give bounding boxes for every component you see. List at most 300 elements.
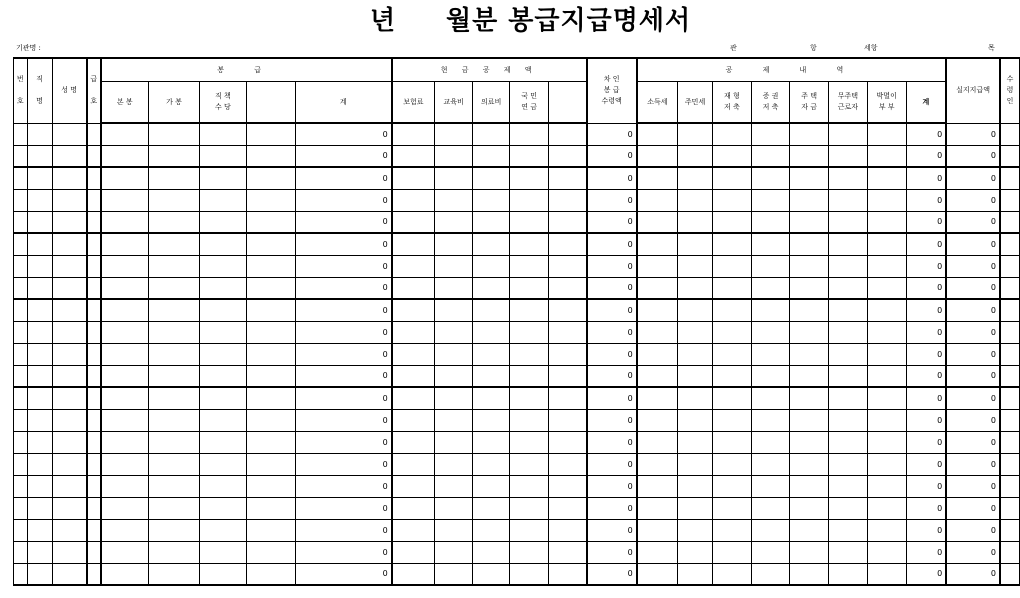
table-cell[interactable]	[199, 277, 246, 299]
table-cell[interactable]	[101, 233, 149, 255]
table-cell[interactable]	[510, 321, 549, 343]
table-cell[interactable]	[867, 409, 906, 431]
table-cell[interactable]	[149, 563, 200, 585]
table-cell[interactable]	[828, 475, 867, 497]
table-cell[interactable]	[510, 409, 549, 431]
table-cell[interactable]	[510, 343, 549, 365]
table-cell[interactable]	[510, 189, 549, 211]
table-cell[interactable]	[14, 475, 28, 497]
table-cell[interactable]	[14, 387, 28, 409]
table-cell[interactable]	[790, 541, 829, 563]
table-cell[interactable]	[27, 343, 52, 365]
table-cell[interactable]	[751, 475, 790, 497]
table-cell[interactable]	[473, 563, 510, 585]
table-cell[interactable]	[713, 431, 752, 453]
table-cell[interactable]	[246, 365, 295, 387]
table-cell[interactable]	[790, 475, 829, 497]
cell-gye2[interactable]: 0	[906, 343, 946, 365]
table-cell[interactable]	[199, 497, 246, 519]
table-cell[interactable]	[790, 145, 829, 167]
table-cell[interactable]	[246, 167, 295, 189]
cell-gye[interactable]: 0	[295, 453, 391, 475]
table-cell[interactable]	[828, 211, 867, 233]
table-cell[interactable]	[678, 299, 713, 321]
table-cell[interactable]	[87, 233, 101, 255]
table-cell[interactable]	[678, 343, 713, 365]
table-cell[interactable]	[473, 453, 510, 475]
table-cell[interactable]	[87, 211, 101, 233]
table-cell[interactable]	[149, 211, 200, 233]
table-cell[interactable]	[867, 475, 906, 497]
table-cell[interactable]	[473, 123, 510, 145]
table-cell[interactable]	[1000, 189, 1020, 211]
table-cell[interactable]	[828, 563, 867, 585]
table-cell[interactable]	[87, 475, 101, 497]
cell-silji[interactable]: 0	[946, 299, 1000, 321]
table-cell[interactable]	[549, 277, 587, 299]
table-cell[interactable]	[828, 519, 867, 541]
table-cell[interactable]	[435, 409, 473, 431]
cell-gye2[interactable]: 0	[906, 519, 946, 541]
table-cell[interactable]	[751, 123, 790, 145]
table-cell[interactable]	[101, 563, 149, 585]
cell-gye2[interactable]: 0	[906, 211, 946, 233]
table-cell[interactable]	[435, 145, 473, 167]
table-cell[interactable]	[637, 123, 678, 145]
table-cell[interactable]	[1000, 475, 1020, 497]
table-cell[interactable]	[27, 475, 52, 497]
table-cell[interactable]	[751, 497, 790, 519]
table-cell[interactable]	[435, 343, 473, 365]
table-cell[interactable]	[713, 409, 752, 431]
cell-gye[interactable]: 0	[295, 431, 391, 453]
table-cell[interactable]	[713, 321, 752, 343]
table-cell[interactable]	[101, 365, 149, 387]
table-cell[interactable]	[52, 519, 87, 541]
table-cell[interactable]	[510, 365, 549, 387]
table-cell[interactable]	[246, 189, 295, 211]
cell-gye[interactable]: 0	[295, 189, 391, 211]
table-cell[interactable]	[678, 541, 713, 563]
table-cell[interactable]	[435, 387, 473, 409]
table-cell[interactable]	[473, 277, 510, 299]
table-cell[interactable]	[713, 167, 752, 189]
table-cell[interactable]	[790, 365, 829, 387]
table-cell[interactable]	[52, 431, 87, 453]
table-cell[interactable]	[678, 431, 713, 453]
cell-chain[interactable]: 0	[587, 541, 637, 563]
table-cell[interactable]	[678, 233, 713, 255]
cell-chain[interactable]: 0	[587, 277, 637, 299]
table-cell[interactable]	[52, 563, 87, 585]
table-cell[interactable]	[637, 475, 678, 497]
table-cell[interactable]	[149, 387, 200, 409]
table-cell[interactable]	[392, 387, 435, 409]
table-cell[interactable]	[678, 519, 713, 541]
table-cell[interactable]	[867, 123, 906, 145]
cell-gye[interactable]: 0	[295, 497, 391, 519]
table-cell[interactable]	[473, 431, 510, 453]
table-cell[interactable]	[549, 145, 587, 167]
table-cell[interactable]	[867, 497, 906, 519]
table-cell[interactable]	[199, 475, 246, 497]
table-cell[interactable]	[392, 145, 435, 167]
table-cell[interactable]	[637, 365, 678, 387]
table-cell[interactable]	[52, 409, 87, 431]
table-cell[interactable]	[473, 409, 510, 431]
table-cell[interactable]	[27, 145, 52, 167]
table-cell[interactable]	[751, 453, 790, 475]
table-cell[interactable]	[473, 145, 510, 167]
table-cell[interactable]	[27, 497, 52, 519]
table-cell[interactable]	[14, 365, 28, 387]
table-cell[interactable]	[435, 519, 473, 541]
table-cell[interactable]	[27, 255, 52, 277]
cell-silji[interactable]: 0	[946, 497, 1000, 519]
table-cell[interactable]	[149, 497, 200, 519]
table-cell[interactable]	[867, 541, 906, 563]
table-cell[interactable]	[149, 453, 200, 475]
table-cell[interactable]	[392, 431, 435, 453]
table-cell[interactable]	[392, 365, 435, 387]
table-cell[interactable]	[87, 563, 101, 585]
table-cell[interactable]	[473, 167, 510, 189]
table-cell[interactable]	[199, 387, 246, 409]
table-cell[interactable]	[549, 123, 587, 145]
table-cell[interactable]	[510, 431, 549, 453]
cell-gye2[interactable]: 0	[906, 167, 946, 189]
table-cell[interactable]	[52, 453, 87, 475]
table-cell[interactable]	[790, 321, 829, 343]
table-cell[interactable]	[637, 233, 678, 255]
cell-chain[interactable]: 0	[587, 255, 637, 277]
table-cell[interactable]	[101, 145, 149, 167]
table-cell[interactable]	[549, 189, 587, 211]
table-cell[interactable]	[828, 387, 867, 409]
table-cell[interactable]	[1000, 453, 1020, 475]
table-cell[interactable]	[790, 563, 829, 585]
table-cell[interactable]	[87, 365, 101, 387]
cell-silji[interactable]: 0	[946, 343, 1000, 365]
table-cell[interactable]	[87, 189, 101, 211]
cell-silji[interactable]: 0	[946, 387, 1000, 409]
cell-gye[interactable]: 0	[295, 167, 391, 189]
table-cell[interactable]	[828, 453, 867, 475]
table-cell[interactable]	[1000, 431, 1020, 453]
cell-chain[interactable]: 0	[587, 321, 637, 343]
cell-chain[interactable]: 0	[587, 387, 637, 409]
table-cell[interactable]	[392, 519, 435, 541]
table-cell[interactable]	[1000, 365, 1020, 387]
cell-gye[interactable]: 0	[295, 563, 391, 585]
cell-gye[interactable]: 0	[295, 299, 391, 321]
table-cell[interactable]	[199, 189, 246, 211]
cell-gye2[interactable]: 0	[906, 299, 946, 321]
table-cell[interactable]	[435, 123, 473, 145]
table-cell[interactable]	[246, 321, 295, 343]
table-cell[interactable]	[790, 211, 829, 233]
table-cell[interactable]	[52, 211, 87, 233]
table-cell[interactable]	[549, 365, 587, 387]
table-cell[interactable]	[101, 497, 149, 519]
table-cell[interactable]	[14, 343, 28, 365]
cell-gye2[interactable]: 0	[906, 497, 946, 519]
table-cell[interactable]	[392, 541, 435, 563]
table-cell[interactable]	[246, 145, 295, 167]
table-cell[interactable]	[199, 123, 246, 145]
cell-gye[interactable]: 0	[295, 387, 391, 409]
table-cell[interactable]	[101, 321, 149, 343]
table-cell[interactable]	[751, 563, 790, 585]
table-cell[interactable]	[510, 387, 549, 409]
table-cell[interactable]	[751, 387, 790, 409]
table-cell[interactable]	[867, 563, 906, 585]
table-cell[interactable]	[1000, 563, 1020, 585]
table-cell[interactable]	[87, 431, 101, 453]
table-cell[interactable]	[713, 541, 752, 563]
table-cell[interactable]	[27, 189, 52, 211]
table-cell[interactable]	[790, 409, 829, 431]
table-cell[interactable]	[678, 387, 713, 409]
table-cell[interactable]	[637, 343, 678, 365]
table-cell[interactable]	[14, 211, 28, 233]
table-cell[interactable]	[828, 431, 867, 453]
table-cell[interactable]	[867, 233, 906, 255]
table-cell[interactable]	[246, 475, 295, 497]
cell-silji[interactable]: 0	[946, 189, 1000, 211]
table-cell[interactable]	[510, 233, 549, 255]
table-cell[interactable]	[751, 255, 790, 277]
table-cell[interactable]	[790, 519, 829, 541]
table-cell[interactable]	[52, 145, 87, 167]
cell-silji[interactable]: 0	[946, 519, 1000, 541]
table-cell[interactable]	[678, 189, 713, 211]
table-cell[interactable]	[14, 321, 28, 343]
table-cell[interactable]	[149, 145, 200, 167]
table-cell[interactable]	[435, 497, 473, 519]
cell-silji[interactable]: 0	[946, 255, 1000, 277]
table-cell[interactable]	[87, 167, 101, 189]
cell-gye[interactable]: 0	[295, 145, 391, 167]
table-cell[interactable]	[713, 453, 752, 475]
table-cell[interactable]	[713, 343, 752, 365]
table-cell[interactable]	[246, 299, 295, 321]
table-cell[interactable]	[52, 321, 87, 343]
table-cell[interactable]	[751, 365, 790, 387]
table-cell[interactable]	[27, 563, 52, 585]
table-cell[interactable]	[101, 167, 149, 189]
cell-gye[interactable]: 0	[295, 277, 391, 299]
table-cell[interactable]	[637, 299, 678, 321]
table-cell[interactable]	[828, 409, 867, 431]
table-cell[interactable]	[27, 123, 52, 145]
cell-silji[interactable]: 0	[946, 145, 1000, 167]
table-cell[interactable]	[435, 321, 473, 343]
table-cell[interactable]	[828, 123, 867, 145]
table-cell[interactable]	[713, 299, 752, 321]
table-cell[interactable]	[87, 541, 101, 563]
cell-gye[interactable]: 0	[295, 233, 391, 255]
table-cell[interactable]	[713, 563, 752, 585]
table-cell[interactable]	[790, 431, 829, 453]
cell-chain[interactable]: 0	[587, 167, 637, 189]
cell-gye2[interactable]: 0	[906, 365, 946, 387]
table-cell[interactable]	[510, 277, 549, 299]
table-cell[interactable]	[199, 431, 246, 453]
table-cell[interactable]	[549, 497, 587, 519]
table-cell[interactable]	[867, 453, 906, 475]
table-cell[interactable]	[473, 233, 510, 255]
table-cell[interactable]	[473, 387, 510, 409]
table-cell[interactable]	[678, 453, 713, 475]
table-cell[interactable]	[637, 541, 678, 563]
table-cell[interactable]	[246, 123, 295, 145]
cell-chain[interactable]: 0	[587, 431, 637, 453]
table-cell[interactable]	[149, 541, 200, 563]
table-cell[interactable]	[637, 453, 678, 475]
table-cell[interactable]	[473, 475, 510, 497]
table-cell[interactable]	[27, 365, 52, 387]
table-cell[interactable]	[790, 453, 829, 475]
table-cell[interactable]	[149, 299, 200, 321]
table-cell[interactable]	[713, 211, 752, 233]
table-cell[interactable]	[52, 541, 87, 563]
table-cell[interactable]	[199, 343, 246, 365]
table-cell[interactable]	[27, 519, 52, 541]
cell-chain[interactable]: 0	[587, 299, 637, 321]
table-cell[interactable]	[510, 145, 549, 167]
table-cell[interactable]	[392, 321, 435, 343]
table-cell[interactable]	[14, 123, 28, 145]
table-cell[interactable]	[473, 299, 510, 321]
table-cell[interactable]	[149, 431, 200, 453]
table-cell[interactable]	[637, 497, 678, 519]
table-cell[interactable]	[27, 387, 52, 409]
cell-silji[interactable]: 0	[946, 321, 1000, 343]
table-cell[interactable]	[867, 189, 906, 211]
table-cell[interactable]	[52, 167, 87, 189]
table-cell[interactable]	[1000, 123, 1020, 145]
table-cell[interactable]	[828, 277, 867, 299]
cell-gye2[interactable]: 0	[906, 233, 946, 255]
cell-silji[interactable]: 0	[946, 409, 1000, 431]
table-cell[interactable]	[751, 145, 790, 167]
table-cell[interactable]	[101, 211, 149, 233]
table-cell[interactable]	[199, 211, 246, 233]
cell-chain[interactable]: 0	[587, 453, 637, 475]
table-cell[interactable]	[713, 475, 752, 497]
table-cell[interactable]	[1000, 167, 1020, 189]
cell-silji[interactable]: 0	[946, 123, 1000, 145]
table-cell[interactable]	[149, 409, 200, 431]
table-cell[interactable]	[549, 541, 587, 563]
table-cell[interactable]	[828, 255, 867, 277]
table-cell[interactable]	[549, 343, 587, 365]
table-cell[interactable]	[246, 497, 295, 519]
table-cell[interactable]	[149, 123, 200, 145]
table-cell[interactable]	[678, 563, 713, 585]
table-cell[interactable]	[637, 563, 678, 585]
table-cell[interactable]	[149, 321, 200, 343]
table-cell[interactable]	[828, 497, 867, 519]
table-cell[interactable]	[246, 343, 295, 365]
table-cell[interactable]	[713, 123, 752, 145]
table-cell[interactable]	[1000, 409, 1020, 431]
table-cell[interactable]	[1000, 541, 1020, 563]
table-cell[interactable]	[867, 365, 906, 387]
cell-gye[interactable]: 0	[295, 475, 391, 497]
table-cell[interactable]	[549, 431, 587, 453]
table-cell[interactable]	[713, 519, 752, 541]
table-cell[interactable]	[790, 299, 829, 321]
table-cell[interactable]	[549, 255, 587, 277]
table-cell[interactable]	[473, 255, 510, 277]
table-cell[interactable]	[199, 233, 246, 255]
table-cell[interactable]	[751, 211, 790, 233]
table-cell[interactable]	[751, 343, 790, 365]
table-cell[interactable]	[1000, 211, 1020, 233]
cell-gye[interactable]: 0	[295, 409, 391, 431]
table-cell[interactable]	[678, 409, 713, 431]
cell-gye2[interactable]: 0	[906, 255, 946, 277]
table-cell[interactable]	[246, 387, 295, 409]
table-cell[interactable]	[392, 255, 435, 277]
table-cell[interactable]	[52, 255, 87, 277]
table-cell[interactable]	[246, 233, 295, 255]
table-cell[interactable]	[1000, 321, 1020, 343]
table-cell[interactable]	[637, 255, 678, 277]
cell-silji[interactable]: 0	[946, 211, 1000, 233]
table-cell[interactable]	[1000, 387, 1020, 409]
table-cell[interactable]	[27, 541, 52, 563]
table-cell[interactable]	[87, 299, 101, 321]
table-cell[interactable]	[246, 563, 295, 585]
table-cell[interactable]	[549, 321, 587, 343]
table-cell[interactable]	[637, 321, 678, 343]
table-cell[interactable]	[473, 497, 510, 519]
table-cell[interactable]	[14, 145, 28, 167]
table-cell[interactable]	[435, 255, 473, 277]
table-cell[interactable]	[549, 387, 587, 409]
table-cell[interactable]	[101, 255, 149, 277]
table-cell[interactable]	[392, 233, 435, 255]
table-cell[interactable]	[549, 409, 587, 431]
table-cell[interactable]	[435, 541, 473, 563]
table-cell[interactable]	[713, 365, 752, 387]
table-cell[interactable]	[435, 211, 473, 233]
table-cell[interactable]	[867, 343, 906, 365]
table-cell[interactable]	[867, 387, 906, 409]
cell-gye[interactable]: 0	[295, 365, 391, 387]
cell-chain[interactable]: 0	[587, 519, 637, 541]
table-cell[interactable]	[101, 453, 149, 475]
table-cell[interactable]	[392, 563, 435, 585]
cell-chain[interactable]: 0	[587, 365, 637, 387]
table-cell[interactable]	[87, 387, 101, 409]
cell-silji[interactable]: 0	[946, 541, 1000, 563]
cell-chain[interactable]: 0	[587, 475, 637, 497]
table-cell[interactable]	[246, 453, 295, 475]
table-cell[interactable]	[713, 145, 752, 167]
cell-gye2[interactable]: 0	[906, 123, 946, 145]
table-cell[interactable]	[199, 167, 246, 189]
table-cell[interactable]	[828, 233, 867, 255]
table-cell[interactable]	[14, 255, 28, 277]
table-cell[interactable]	[637, 277, 678, 299]
table-cell[interactable]	[473, 321, 510, 343]
table-cell[interactable]	[246, 277, 295, 299]
table-cell[interactable]	[101, 409, 149, 431]
